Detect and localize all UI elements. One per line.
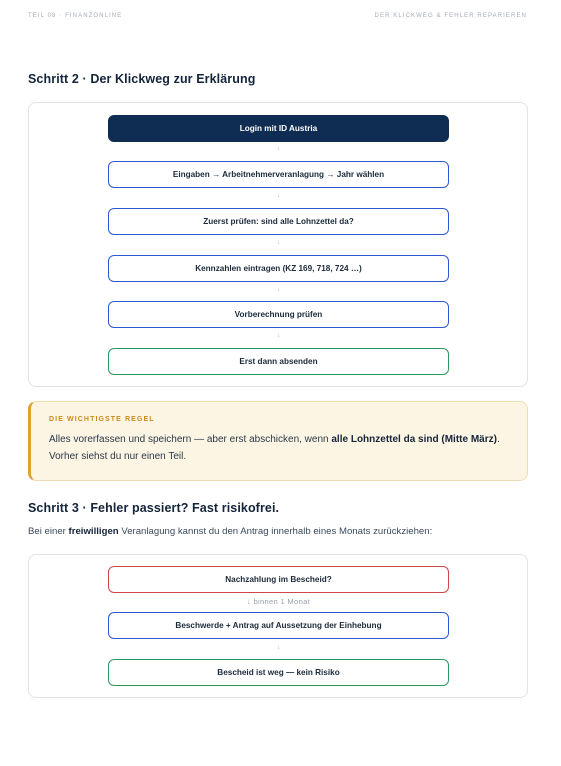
step-login: Login mit ID Austria: [108, 115, 449, 142]
step-vorberechnung: Vorberechnung prüfen: [108, 301, 449, 328]
header-right: DER KLICKWEG & FEHLER REPARIEREN: [374, 13, 527, 19]
callout-text: Alles vorerfassen und speichern — aber erst abschicken, wenn alle Lohnzettel da sind (Mitte März). Vorher siehst du nur einen Teil.: [49, 434, 500, 462]
step-bescheid-weg: Bescheid ist weg — kein Risiko: [108, 659, 449, 686]
arrow-icon: ↓: [276, 192, 281, 199]
step-kennzahlen: Kennzahlen eintragen (KZ 169, 718, 724 …): [108, 255, 449, 282]
step-eingaben: Eingaben → Arbeitnehmerveranlagung → Jahr wählen: [108, 161, 449, 188]
step-nachzahlung: Nachzahlung im Bescheid?: [108, 566, 449, 593]
arrow-icon: ↓: [276, 286, 281, 293]
arrow-icon: ↓: [276, 644, 281, 651]
section-2-title: Schritt 2 · Der Klickweg zur Erklärung: [28, 72, 256, 86]
arrow-icon: ↓: [276, 239, 281, 246]
arrow-icon: ↓: [276, 332, 281, 339]
callout-title: DIE WICHTIGSTE REGEL: [49, 416, 155, 423]
section-3-intro: Bei einer freiwilligen Veranlagung kannst du den Antrag innerhalb eines Monats zurückziehen:: [28, 526, 433, 537]
arrow-binnen-monat: ↓ binnen 1 Monat: [246, 597, 311, 606]
step-absenden: Erst dann absenden: [108, 348, 449, 375]
running-header: [28, 13, 527, 19]
rule-callout: [28, 401, 528, 481]
step-beschwerde: Beschwerde + Antrag auf Aussetzung der Einhebung: [108, 612, 449, 639]
arrow-icon: ↓: [276, 145, 281, 152]
step-lohnzettel-pruefen: Zuerst prüfen: sind alle Lohnzettel da?: [108, 208, 449, 235]
header-left: TEIL 08 · FINANZONLINE: [28, 13, 123, 19]
section-3-title: Schritt 3 · Fehler passiert? Fast risikofrei.: [28, 501, 280, 515]
